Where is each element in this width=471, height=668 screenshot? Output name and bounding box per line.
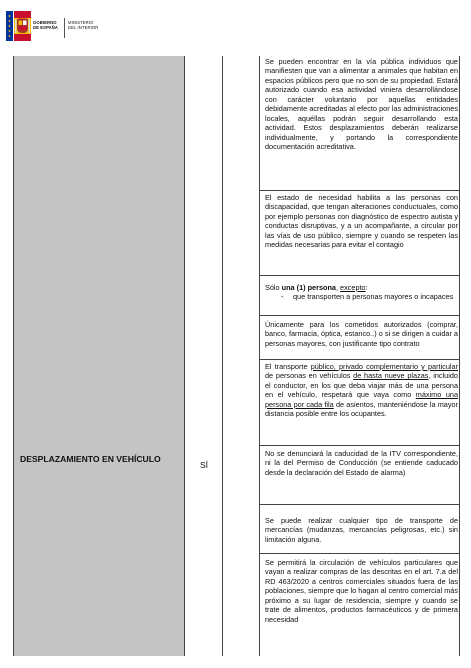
table-row — [265, 193, 458, 250]
measures-table — [13, 56, 460, 656]
row-divider — [260, 553, 460, 554]
table-row — [265, 516, 458, 544]
ministry-label: MINISTERIO DEL INTERIOR — [68, 20, 99, 30]
row-text: Se puede realizar cualquier tipo de transporte de mercancías (mudanzas, mercancías peligrosas, etc.) sin limitación alguna. — [265, 516, 458, 544]
row-text: Únicamente para los cometidos autorizados (comprar, banco, farmacia, óptica, estanco..) o si se dirigen a cuidar a personas mayores, con justificante tipo contrato — [265, 320, 458, 348]
table-row — [265, 283, 458, 302]
table-row — [265, 558, 458, 624]
row-text: El estado de necesidad habilita a las personas con discapacidad, que tengan alteraciones conductuales, como por ejemplo personas con diagnóstico de espectro autista y conductas disruptivas, y a un acompañante, a circular por las vías de uso público, siempre y cuando se respeten las medidas necesarias para evitar el contagio — [265, 193, 458, 250]
row-divider — [260, 275, 460, 276]
row-text: No se denunciará la caducidad de la ITV correspondiente, ni la del Permiso de Conducción (se entiende caducado desde la declaración del Estado de alarma) — [265, 449, 458, 477]
spain-eu-emblem-icon — [6, 10, 32, 42]
row-text: Se permitirá la circulación de vehículos particulares que vayan a realizar compras de las descritas en el art. 7.a del RD 463/2020 a centros comerciales situados fuera de las poblaciones, siempre que lo hagan al centro comercial más próximo a su lugar de residencia, siempre y cuando se trate de alimentos, productos farmacéuticos y de primera necesidad — [265, 558, 458, 624]
row-text: Se pueden encontrar en la vía pública individuos que manifiesten que van a alimentar a animales que habitan en espacios públicos pero que no son de su propiedad. Estará autorizado cuando esa actividad viniera desarrollándose con carácter voluntario por aquellas entidades debidamente acreditadas al efecto por las administraciones locales, aquéllas podrán seguir desarrollando esta actividad. Estos desplazamientos deberán realizarse individualmente, y portando la correspondiente documentación acreditativa. — [265, 57, 458, 152]
row-divider — [260, 359, 460, 360]
row-divider — [260, 315, 460, 316]
category-label: DESPLAZAMIENTO EN VEHÍCULO — [20, 454, 161, 464]
row-lead: Sólo una (1) persona, excepto: — [265, 283, 368, 292]
list-item: - que transporten a personas mayores o incapaces — [293, 292, 458, 301]
table-row — [265, 449, 458, 477]
row-divider — [260, 504, 460, 505]
row-divider — [260, 190, 460, 191]
category-column — [13, 56, 185, 656]
exception-list — [265, 292, 458, 301]
allowed-column — [185, 56, 223, 656]
row-divider — [260, 445, 460, 446]
table-row — [265, 320, 458, 348]
page-header — [0, 0, 471, 52]
table-row — [265, 57, 458, 152]
government-label: GOBIERNO DE ESPAÑA — [33, 20, 59, 30]
empty-column — [223, 56, 260, 656]
government-logo — [6, 10, 136, 44]
allowed-value: SÍ — [199, 460, 209, 470]
logo-divider — [64, 18, 65, 38]
table-row: El transporte público, privado complementario y particular de personas en vehículos de hasta nueve plazas, incluido el conductor, en los que deba viajar más de una persona en el vehículo, respetará que vaya como máximo una persona por cada fila de asientos, manteniéndose la mayor distancia posible entre los ocupantes. — [265, 362, 458, 419]
